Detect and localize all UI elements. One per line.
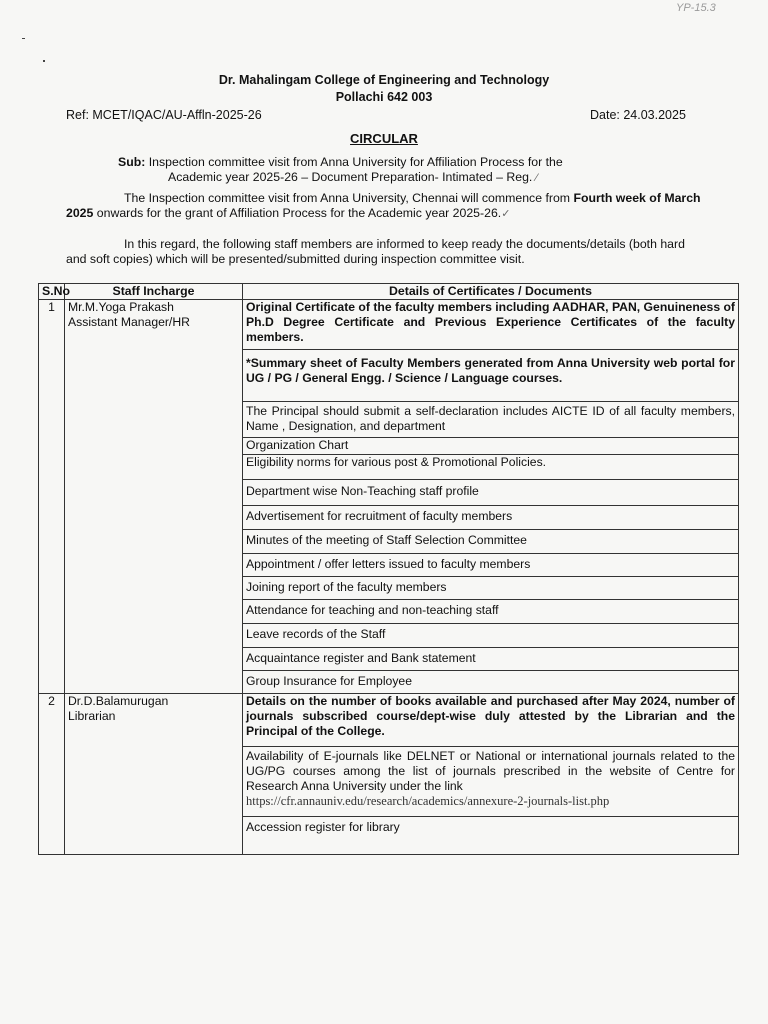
journal-availability-text: Availability of E-journals like DELNET or National or international journals related to the UG/PG courses among the list of journals prescribed in the website of Centre for Research Anna University under the link xyxy=(246,749,735,793)
document-title: CIRCULAR xyxy=(350,131,418,146)
staff-incharge xyxy=(65,300,243,694)
intro-text-highlight: Fourth week of March 2025 xyxy=(66,191,701,220)
instruction-paragraph xyxy=(66,237,708,267)
staff-role: Assistant Manager/HR xyxy=(68,315,190,329)
document-item: Leave records of the Staff xyxy=(243,624,739,648)
staff-name: Mr.M.Yoga Prakash xyxy=(68,300,174,314)
document-item: Department wise Non-Teaching staff profile xyxy=(243,480,739,506)
journals-list-link[interactable]: https://cfr.annauniv.edu/research/academics/annexure-2-journals-list.php xyxy=(246,794,610,808)
document-item: Original Certificate of the faculty members including AADHAR, PAN, Genuineness of Ph.D Degree Certificate and Previous Experience Certificates of the faculty members. xyxy=(243,300,739,350)
staff-name: Dr.D.Balamurugan xyxy=(68,694,169,708)
column-header-staff: Staff Incharge xyxy=(65,284,243,300)
document-item: Attendance for teaching and non-teaching staff xyxy=(243,600,739,624)
table-header-row xyxy=(39,284,739,300)
column-header-details: Details of Certificates / Documents xyxy=(243,284,739,300)
scan-speck xyxy=(22,38,25,39)
serial-number: 2 xyxy=(39,694,65,855)
college-name: Dr. Mahalingam College of Engineering and Technology xyxy=(218,73,550,87)
serial-number: 1 xyxy=(39,300,65,694)
instruction-text: In this regard, the following staff members are informed to keep ready the documents/details (both hard and soft copies) which will be presented/submitted during inspection committee visit. xyxy=(66,237,685,266)
document-item: Eligibility norms for various post & Promotional Policies. xyxy=(243,455,739,480)
subject-label: Sub: xyxy=(118,155,146,169)
tick-mark: ⁄ xyxy=(535,172,538,184)
document-item: Joining report of the faculty members xyxy=(243,577,739,600)
college-header xyxy=(0,72,768,106)
staff-role: Librarian xyxy=(68,709,116,723)
subject-text-2: Academic year 2025-26 – Document Preparation- Intimated – Reg. ⁄ xyxy=(168,170,538,184)
subject-line xyxy=(118,155,678,186)
college-city: Pollachi 642 003 xyxy=(335,90,433,104)
margin-note: YP-15.3 xyxy=(676,2,716,14)
reference-number: Ref: MCET/IQAC/AU-Affln-2025-26 xyxy=(66,108,262,122)
column-header-sno: S.No xyxy=(39,284,65,300)
intro-paragraph xyxy=(66,191,708,222)
document-item: Group Insurance for Employee xyxy=(243,671,739,694)
document-item: *Summary sheet of Faculty Members generated from Anna University web portal for UG / PG / General Engg. / Science / Language courses. xyxy=(243,350,739,402)
document-item: Appointment / offer letters issued to faculty members xyxy=(243,554,739,577)
table-row xyxy=(39,694,739,747)
subject-text-1: Inspection committee visit from Anna University for Affiliation Process for the xyxy=(148,155,563,169)
document-item: Details on the number of books available and purchased after May 2024, number of journals subscribed course/dept-wise duly attested by the Librarian and the Principal of the College. xyxy=(243,694,739,747)
document-item: Advertisement for recruitment of faculty members xyxy=(243,506,739,530)
intro-text-a: The Inspection committee visit from Anna University, Chennai will commence from xyxy=(124,191,571,205)
document-item: Minutes of the meeting of Staff Selection Committee xyxy=(243,530,739,554)
document-item: Acquaintance register and Bank statement xyxy=(243,648,739,671)
document-item: Accession register for library xyxy=(243,817,739,855)
scan-speck xyxy=(43,60,45,62)
circular-date: Date: 24.03.2025 xyxy=(590,108,686,122)
document-item: Organization Chart xyxy=(243,438,739,455)
document-item: The Principal should submit a self-declaration includes AICTE ID of all faculty members, Name , Designation, and department xyxy=(243,402,739,438)
intro-text-c: onwards for the grant of Affiliation Process for the Academic year 2025-26. xyxy=(96,206,502,220)
document-item xyxy=(243,747,739,817)
tick-mark: ✓ xyxy=(501,208,511,220)
table-row xyxy=(39,300,739,350)
document-table xyxy=(38,283,739,855)
staff-incharge xyxy=(65,694,243,855)
